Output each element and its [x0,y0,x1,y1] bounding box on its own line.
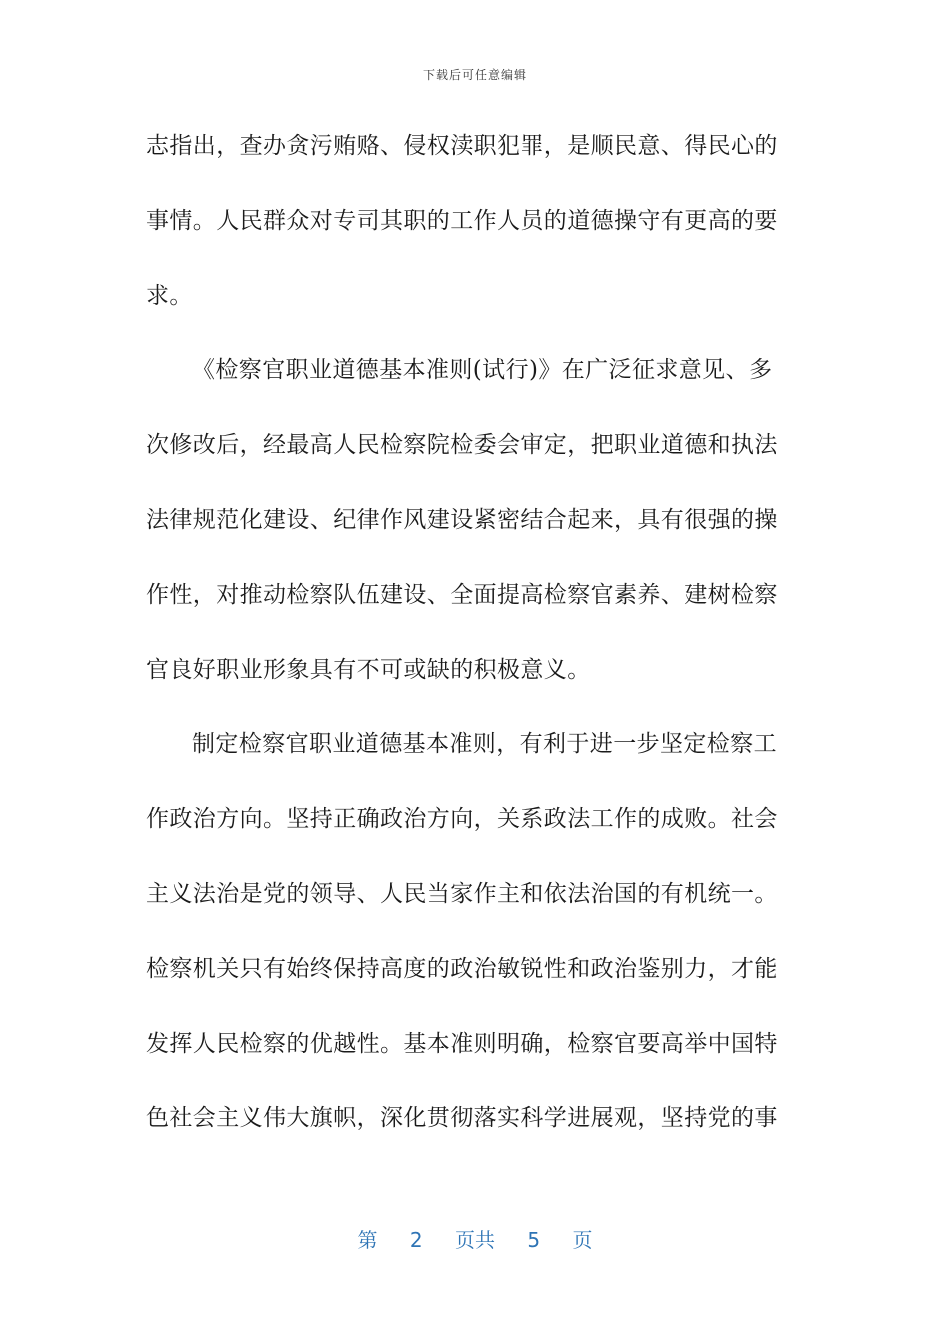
paragraph-start-line: 《检察官职业道德基本准则(试行)》在广泛征求意见、多 [192,357,773,384]
page-number-footer [0,1224,950,1253]
header-note: 下载后可任意编辑 [422,68,527,82]
text-line: 主义法治是党的领导、人民当家作主和依法治国的有机统一。 [146,880,778,907]
text-line: 事情。人民群众对专司其职的工作人员的道德操守有更高的要 [146,207,778,234]
text-line: 作性，对推动检察队伍建设、全面提高检察官素养、建树检察 [146,581,778,608]
text-line: 求。 [146,282,193,309]
body-text [146,120,796,1167]
text-line: 发挥人民检察的优越性。基本准则明确，检察官要高举中国特 [146,1030,778,1057]
paragraph-start-line: 制定检察官职业道德基本准则，有利于进一步坚定检察工 [192,731,777,758]
text-line: 官良好职业形象具有不可或缺的积极意义。 [146,656,591,683]
footer-prefix: 第 [357,1228,378,1252]
current-page-number: 2 [409,1228,423,1252]
footer-suffix: 页 [572,1228,593,1252]
text-line: 色社会主义伟大旗帜，深化贯彻落实科学进展观，坚持党的事 [146,1105,778,1132]
text-line: 检察机关只有始终保持高度的政治敏锐性和政治鉴别力，才能 [146,955,778,982]
text-line: 次修改后，经最高人民检察院检委会审定，把职业道德和执法 [146,432,778,459]
text-line: 志指出，查办贪污贿赂、侵权渎职犯罪，是顺民意、得民心的 [146,133,778,159]
total-pages-number: 5 [527,1228,541,1252]
text-line: 作政治方向。坚持正确政治方向，关系政法工作的成败。社会 [146,806,778,833]
footer-middle: 页共 [455,1228,495,1252]
text-line: 法律规范化建设、纪律作风建设紧密结合起来，具有很强的操 [146,506,778,533]
